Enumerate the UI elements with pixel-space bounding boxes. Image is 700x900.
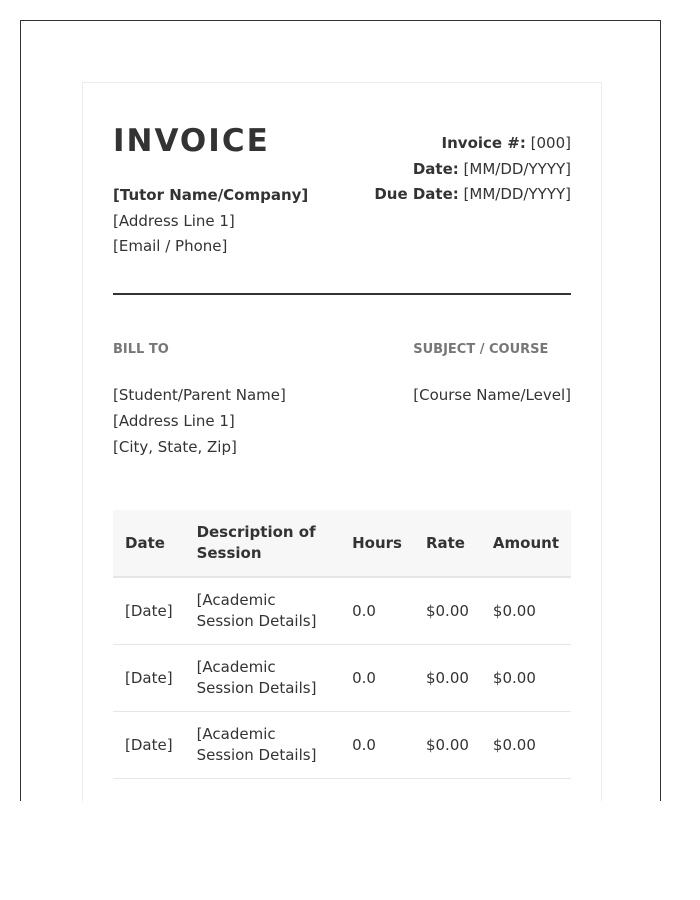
cell-date: [Date] bbox=[113, 645, 185, 712]
subject-section bbox=[413, 341, 571, 408]
document-frame bbox=[20, 20, 661, 801]
header-amount: Amount bbox=[481, 510, 571, 577]
cell-date: [Date] bbox=[113, 712, 185, 779]
table-row bbox=[113, 712, 571, 779]
bill-to-section bbox=[113, 341, 286, 460]
header-description: Description of Session bbox=[185, 510, 341, 577]
bill-to-label: BILL TO bbox=[113, 342, 169, 357]
header-date: Date bbox=[113, 510, 185, 577]
cell-amount: $0.00 bbox=[481, 577, 571, 645]
sender-address: [Address Line 1] bbox=[113, 211, 235, 230]
invoice-card bbox=[82, 82, 602, 801]
header-divider bbox=[113, 293, 571, 295]
cell-hours: 0.0 bbox=[340, 645, 414, 712]
line-items-table bbox=[113, 510, 571, 779]
invoice-date-value: [MM/DD/YYYY] bbox=[463, 159, 571, 178]
sender-contact: [Email / Phone] bbox=[113, 237, 228, 255]
cell-amount: $0.00 bbox=[481, 645, 571, 712]
subject-lines bbox=[413, 382, 571, 408]
cell-amount: $0.00 bbox=[481, 712, 571, 779]
subject-value: [Course Name/Level] bbox=[413, 386, 571, 404]
cell-rate: $0.00 bbox=[414, 712, 481, 779]
table-row bbox=[113, 645, 571, 712]
due-date-row bbox=[374, 182, 571, 208]
bill-to-address: [Address Line 1] bbox=[113, 412, 235, 430]
header-hours: Hours bbox=[340, 510, 414, 577]
invoice-number-label: Invoice #: bbox=[441, 134, 526, 152]
bill-to-lines bbox=[113, 382, 286, 460]
bill-to-name: [Student/Parent Name] bbox=[113, 386, 286, 404]
cell-hours: 0.0 bbox=[340, 577, 414, 645]
invoice-meta bbox=[374, 131, 571, 208]
cell-date: [Date] bbox=[113, 577, 185, 645]
table-row bbox=[113, 577, 571, 645]
invoice-number-row bbox=[374, 131, 571, 157]
invoice-date-row bbox=[374, 157, 571, 183]
cell-description: [Academic Session Details] bbox=[185, 577, 341, 645]
sender-name: [Tutor Name/Company] bbox=[113, 186, 309, 204]
table-header-row bbox=[113, 510, 571, 577]
sender-info bbox=[113, 183, 308, 260]
due-date-value: [MM/DD/YYYY] bbox=[463, 185, 571, 203]
due-date-label: Due Date: bbox=[374, 185, 459, 203]
cell-rate: $0.00 bbox=[414, 645, 481, 712]
header-rate: Rate bbox=[414, 510, 481, 577]
cell-rate: $0.00 bbox=[414, 577, 481, 645]
subject-label: SUBJECT / COURSE bbox=[413, 342, 549, 357]
cell-description: [Academic Session Details] bbox=[185, 645, 341, 712]
invoice-number-value: [000] bbox=[530, 134, 571, 152]
invoice-title: INVOICE bbox=[113, 123, 270, 159]
cell-description: [Academic Session Details] bbox=[185, 712, 341, 779]
invoice-date-label: Date: bbox=[412, 159, 459, 178]
bill-to-city: [City, State, Zip] bbox=[113, 438, 237, 456]
cell-hours: 0.0 bbox=[340, 712, 414, 779]
